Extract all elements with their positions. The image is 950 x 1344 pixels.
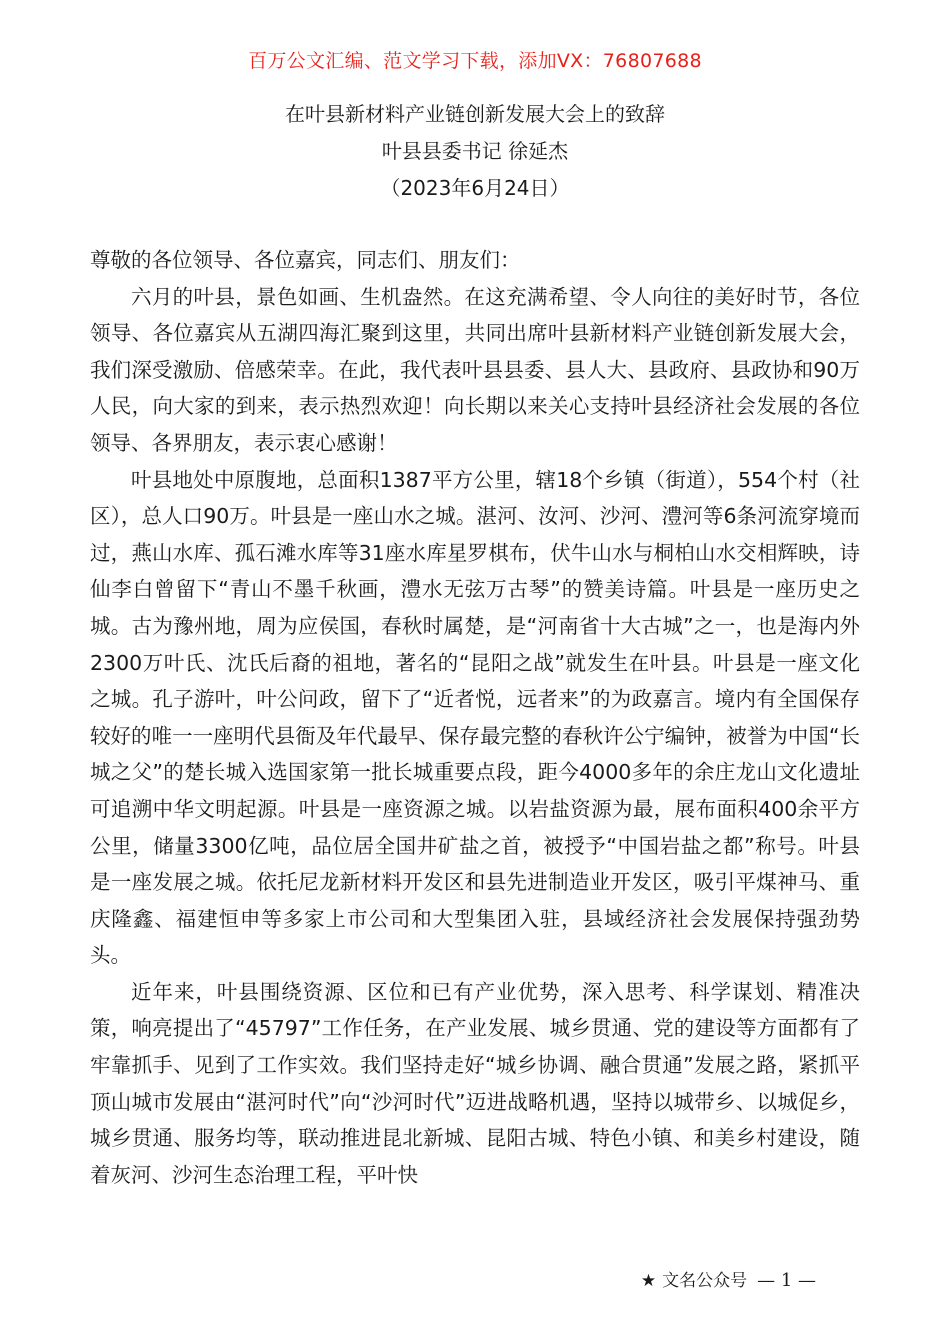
salutation: 尊敬的各位领导、各位嘉宾，同志们、朋友们： xyxy=(90,248,521,272)
title-block xyxy=(0,96,950,207)
date-line: （2023年6月24日） xyxy=(380,176,570,200)
document-title: 在叶县新材料产业链创新发展大会上的致辞 xyxy=(285,102,665,126)
star-icon: ★ xyxy=(640,1271,657,1291)
page-number: — 1 — xyxy=(757,1270,816,1291)
paragraph-1: 六月的叶县，景色如画、生机盎然。在这充满希望、令人向往的美好时节，各位领导、各位嘉宾从五湖四海汇聚到这里，共同出席叶县新材料产业链创新发展大会，我们深受激励、倍感荣幸。在此，我代表叶县县委、县人大、县政府、县政协和90万人民，向大家的到来，表示热烈欢迎！向长期以来关心支持叶县经济社会发展的各位领导、各界朋友，表示衷心感谢！ xyxy=(90,284,860,455)
footer-source: 文名公众号 xyxy=(662,1271,748,1291)
header-banner: 百万公文汇编、范文学习下载，添加VX：76807688 xyxy=(248,50,702,72)
paragraph-2: 叶县地处中原腹地，总面积1387平方公里，辖18个乡镇（街道），554个村（社区），总人口90万。叶县是一座山水之城。湛河、汝河、沙河、澧河等6条河流穿境而过，燕山水库、孤石滩水库等31座水库星罗棋布，伏牛山水与桐柏山水交相辉映，诗仙李白曾留下“青山不墨千秋画，澧水无弦万古琴”的赞美诗篇。叶县是一座历史之城。古为豫州地，周为应侯国，春秋时属楚，是“河南省十大古城”之一，也是海内外2300万叶氏、沈氏后裔的祖地，著名的“昆阳之战”就发生在叶县。叶县是一座文化之城。孔子游叶，叶公问政，留下了“近者悦，远者来”的为政嘉言。境内有全国保存较好的唯一一座明代县衙及年代最早、保存最完整的春秋许公宁编钟，被誉为中国“长城之父”的楚长城入选国家第一批长城重要点段，距今4000多年的余庄龙山文化遗址可追溯中华文明起源。叶县是一座资源之城。以岩盐资源为最，展布面积400余平方公里，储量3300亿吨，品位居全国井矿盐之首，被授予“中国岩盐之都”称号。叶县是一座发展之城。依托尼龙新材料开发区和县先进制造业开发区，吸引平煤神马、重庆隆鑫、福建恒申等多家上市公司和大型集团入驻，县域经济社会发展保持强劲势头。 xyxy=(90,467,860,968)
body-text xyxy=(90,242,860,1193)
author-line: 叶县县委书记 徐延杰 xyxy=(381,139,569,163)
page-footer xyxy=(641,1266,816,1291)
paragraph-3: 近年来，叶县围绕资源、区位和已有产业优势，深入思考、科学谋划、精准决策，响亮提出了“45797”工作任务，在产业发展、城乡贯通、党的建设等方面都有了牢靠抓手、见到了工作实效。我们坚持走好“城乡协调、融合贯通”发展之路，紧抓平顶山城市发展由“湛河时代”向“沙河时代”迈进战略机遇，坚持以城带乡、以城促乡，城乡贯通、服务均等，联动推进昆北新城、昆阳古城、特色小镇、和美乡村建设，随着灰河、沙河生态治理工程，平叶快 xyxy=(90,979,860,1187)
